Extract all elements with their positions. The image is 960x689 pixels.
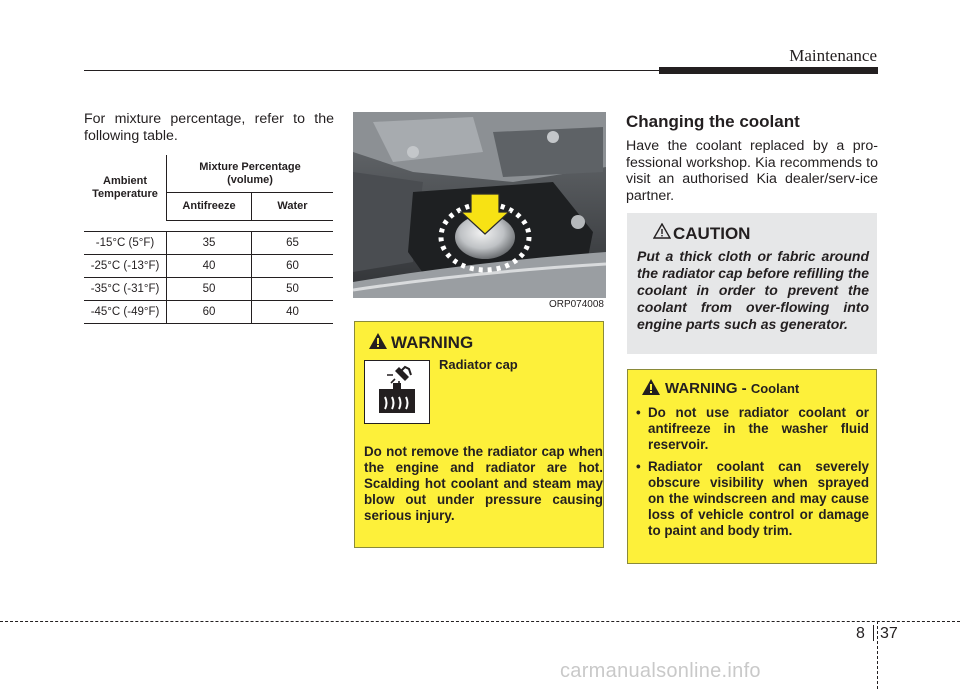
hot-radiator-pictogram [364, 360, 430, 424]
warning-text: Do not remove the radiator cap when the engine and radiator are hot. Scalding hot coolant and steam may blow out under pressure causing serious injury. [364, 444, 603, 523]
mixture-header: Mixture Percentage (volume) [167, 155, 334, 193]
header-rule [84, 70, 659, 71]
caution-text: Put a thick cloth or fabric around the radiator cap before refilling the coolant in order to prevent the coolant from over-flowing into engine parts such as generator. [637, 248, 869, 332]
warning-title: WARNING - Coolant [665, 380, 800, 397]
coolant-mixture-table [84, 155, 333, 324]
intro-text: For mixture percentage, refer to the following table. [84, 111, 334, 144]
changing-coolant-heading: Changing the coolant [626, 112, 800, 131]
header-rule-thick [659, 67, 878, 74]
warning-list [636, 405, 869, 545]
radiator-cap-photo [353, 112, 606, 312]
temp-cell: -45°C (-49°F) [84, 301, 167, 324]
warning-title: WARNING [391, 333, 474, 352]
water-header: Water [252, 193, 334, 221]
water-cell: 60 [252, 255, 334, 278]
table-row [84, 301, 333, 324]
water-cell: 50 [252, 278, 334, 301]
list-item: • Radiator coolant can severely obscure visibility when sprayed on the windscreen and may cause loss of vehicle control or damage to paint and body trim. [636, 459, 869, 538]
antifreeze-cell: 50 [167, 278, 252, 301]
table-row [84, 232, 333, 255]
footer-rule [0, 621, 960, 622]
antifreeze-header: Antifreeze [167, 193, 252, 221]
warning-triangle-icon [369, 333, 387, 349]
photo-code: ORP074008 [548, 299, 604, 310]
caution-triangle-icon [653, 223, 671, 239]
radiator-cap-warning [354, 321, 604, 548]
temp-cell: -15°C (5°F) [84, 232, 167, 255]
warning-triangle-icon [642, 379, 660, 395]
page-divider [873, 625, 874, 641]
photo-caption-bg [353, 298, 606, 312]
table-row [84, 278, 333, 301]
ambient-temp-header: Ambient Temperature [84, 155, 167, 221]
caution-box [627, 213, 877, 354]
footer-rule-vertical [877, 621, 878, 689]
antifreeze-cell: 35 [167, 232, 252, 255]
warning-subtitle: Radiator cap [439, 357, 518, 372]
hot-radiator-icon [365, 361, 429, 423]
page-number: 37 [880, 625, 898, 642]
temp-cell: -35°C (-31°F) [84, 278, 167, 301]
temp-cell: -25°C (-13°F) [84, 255, 167, 278]
list-item: • Do not use radiator coolant or antifreeze in the washer fluid reservoir. [636, 405, 869, 452]
changing-coolant-text: Have the coolant replaced by a pro-fessional workshop. Kia recommends to visit an authorised Kia dealer/serv-ice partner. [626, 138, 878, 204]
section-title: Maintenance [789, 46, 877, 65]
antifreeze-cell: 60 [167, 301, 252, 324]
caution-title: CAUTION [673, 224, 751, 243]
engine-bay-illustration [353, 112, 606, 312]
water-cell: 65 [252, 232, 334, 255]
antifreeze-cell: 40 [167, 255, 252, 278]
water-cell: 40 [252, 301, 334, 324]
table-row [84, 255, 333, 278]
watermark: carmanualsonline.info [560, 660, 761, 682]
coolant-warning [627, 369, 877, 564]
chapter-number: 8 [856, 625, 865, 642]
